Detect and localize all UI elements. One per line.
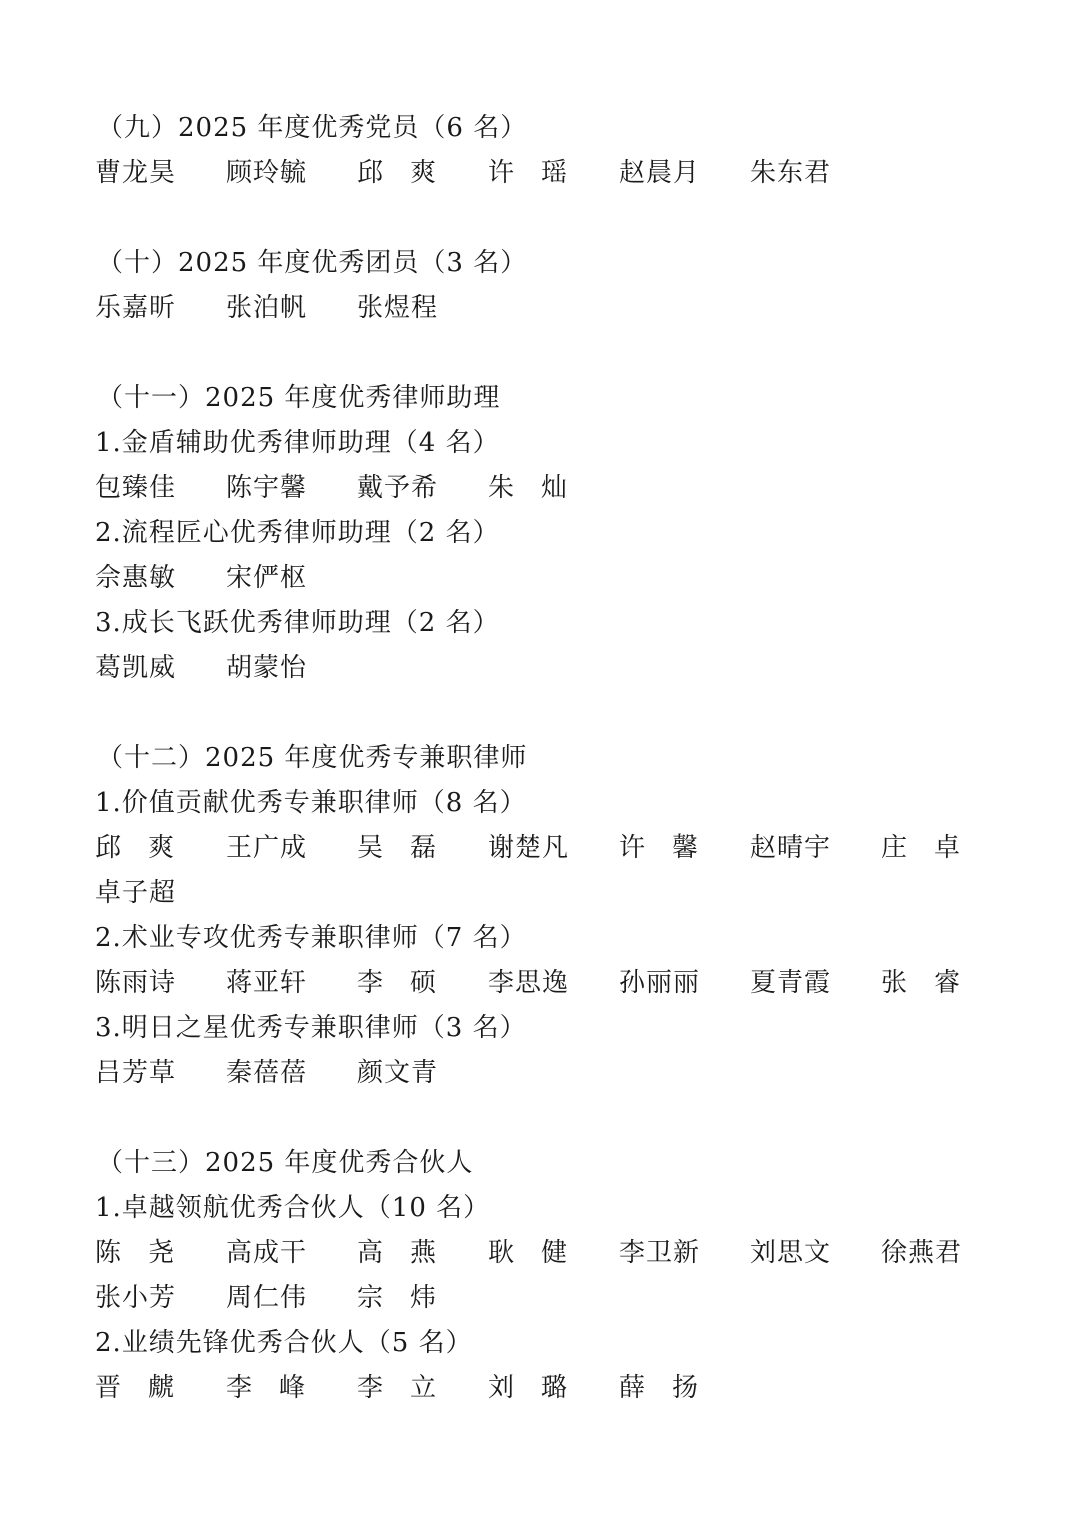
person-name: 刘思文 [750, 1238, 832, 1268]
group-title: 3.明日之星优秀专兼职律师（3 名） [95, 1013, 527, 1043]
person-name: 许馨 [619, 833, 726, 863]
section-spacer [95, 1096, 995, 1141]
name-row [95, 1231, 995, 1276]
person-name: 宗炜 [357, 1283, 464, 1313]
name-row [95, 556, 995, 601]
name-row [95, 826, 995, 871]
name-row [95, 871, 995, 916]
person-name: 赵晨月 [619, 158, 701, 188]
name-row [95, 286, 995, 331]
person-name: 乐嘉昕 [95, 293, 177, 323]
person-name: 顾玲毓 [226, 158, 308, 188]
group-title: 3.成长飞跃优秀律师助理（2 名） [95, 608, 500, 638]
person-name: 薛扬 [619, 1373, 726, 1403]
person-name: 李立 [357, 1373, 464, 1403]
document-page [95, 106, 995, 1411]
name-row [95, 646, 995, 691]
section-spacer [95, 331, 995, 376]
person-name: 张睿 [881, 968, 988, 998]
person-name: 李峰 [226, 1373, 333, 1403]
person-name: 庄卓 [881, 833, 988, 863]
person-name: 秦蓓蓓 [226, 1058, 308, 1088]
person-name: 李卫新 [619, 1238, 701, 1268]
name-row [95, 151, 995, 196]
person-name: 颜文青 [357, 1058, 439, 1088]
person-name: 刘璐 [488, 1373, 595, 1403]
person-name: 曹龙昊 [95, 158, 177, 188]
person-name: 朱东君 [750, 158, 832, 188]
person-name: 李硕 [357, 968, 464, 998]
person-name: 张泊帆 [226, 293, 308, 323]
group-title: 1.卓越领航优秀合伙人（10 名） [95, 1193, 491, 1223]
group-title: 1.金盾辅助优秀律师助理（4 名） [95, 428, 500, 458]
person-name: 包臻佳 [95, 473, 177, 503]
name-row [95, 1276, 995, 1321]
section-spacer [95, 691, 995, 736]
section-spacer [95, 196, 995, 241]
person-name: 邱爽 [95, 833, 202, 863]
person-name: 王广成 [226, 833, 308, 863]
person-name: 高燕 [357, 1238, 464, 1268]
person-name: 戴予希 [357, 473, 439, 503]
group-title: 2.术业专攻优秀专兼职律师（7 名） [95, 923, 527, 953]
person-name: 周仁伟 [226, 1283, 308, 1313]
section-heading: （九）2025 年度优秀党员（6 名） [97, 113, 528, 143]
section-heading: （十二）2025 年度优秀专兼职律师 [97, 743, 528, 773]
name-row [95, 466, 995, 511]
person-name: 晋虤 [95, 1373, 202, 1403]
person-name: 邱爽 [357, 158, 464, 188]
person-name: 许瑶 [488, 158, 595, 188]
person-name: 陈雨诗 [95, 968, 177, 998]
name-row [95, 1366, 995, 1411]
person-name: 高成干 [226, 1238, 308, 1268]
section-heading: （十三）2025 年度优秀合伙人 [97, 1148, 474, 1178]
person-name: 陈宇馨 [226, 473, 308, 503]
person-name: 谢楚凡 [488, 833, 570, 863]
person-name: 徐燕君 [881, 1238, 963, 1268]
person-name: 蒋亚轩 [226, 968, 308, 998]
person-name: 耿健 [488, 1238, 595, 1268]
person-name: 夏青霞 [750, 968, 832, 998]
person-name: 吕芳草 [95, 1058, 177, 1088]
person-name: 李思逸 [488, 968, 570, 998]
person-name: 佘惠敏 [95, 563, 177, 593]
name-row [95, 961, 995, 1006]
group-title: 2.业绩先锋优秀合伙人（5 名） [95, 1328, 473, 1358]
person-name: 吴磊 [357, 833, 464, 863]
person-name: 宋俨枢 [226, 563, 308, 593]
section-heading: （十一）2025 年度优秀律师助理 [97, 383, 501, 413]
person-name: 张煜程 [357, 293, 439, 323]
person-name: 赵晴宇 [750, 833, 832, 863]
person-name: 卓子超 [95, 878, 177, 908]
group-title: 2.流程匠心优秀律师助理（2 名） [95, 518, 500, 548]
person-name: 孙丽丽 [619, 968, 701, 998]
group-title: 1.价值贡献优秀专兼职律师（8 名） [95, 788, 527, 818]
section-heading: （十）2025 年度优秀团员（3 名） [97, 248, 528, 278]
person-name: 朱灿 [488, 473, 595, 503]
person-name: 胡蒙怡 [226, 653, 308, 683]
person-name: 葛凯威 [95, 653, 177, 683]
name-row [95, 1051, 995, 1096]
person-name: 张小芳 [95, 1283, 177, 1313]
person-name: 陈尧 [95, 1238, 202, 1268]
